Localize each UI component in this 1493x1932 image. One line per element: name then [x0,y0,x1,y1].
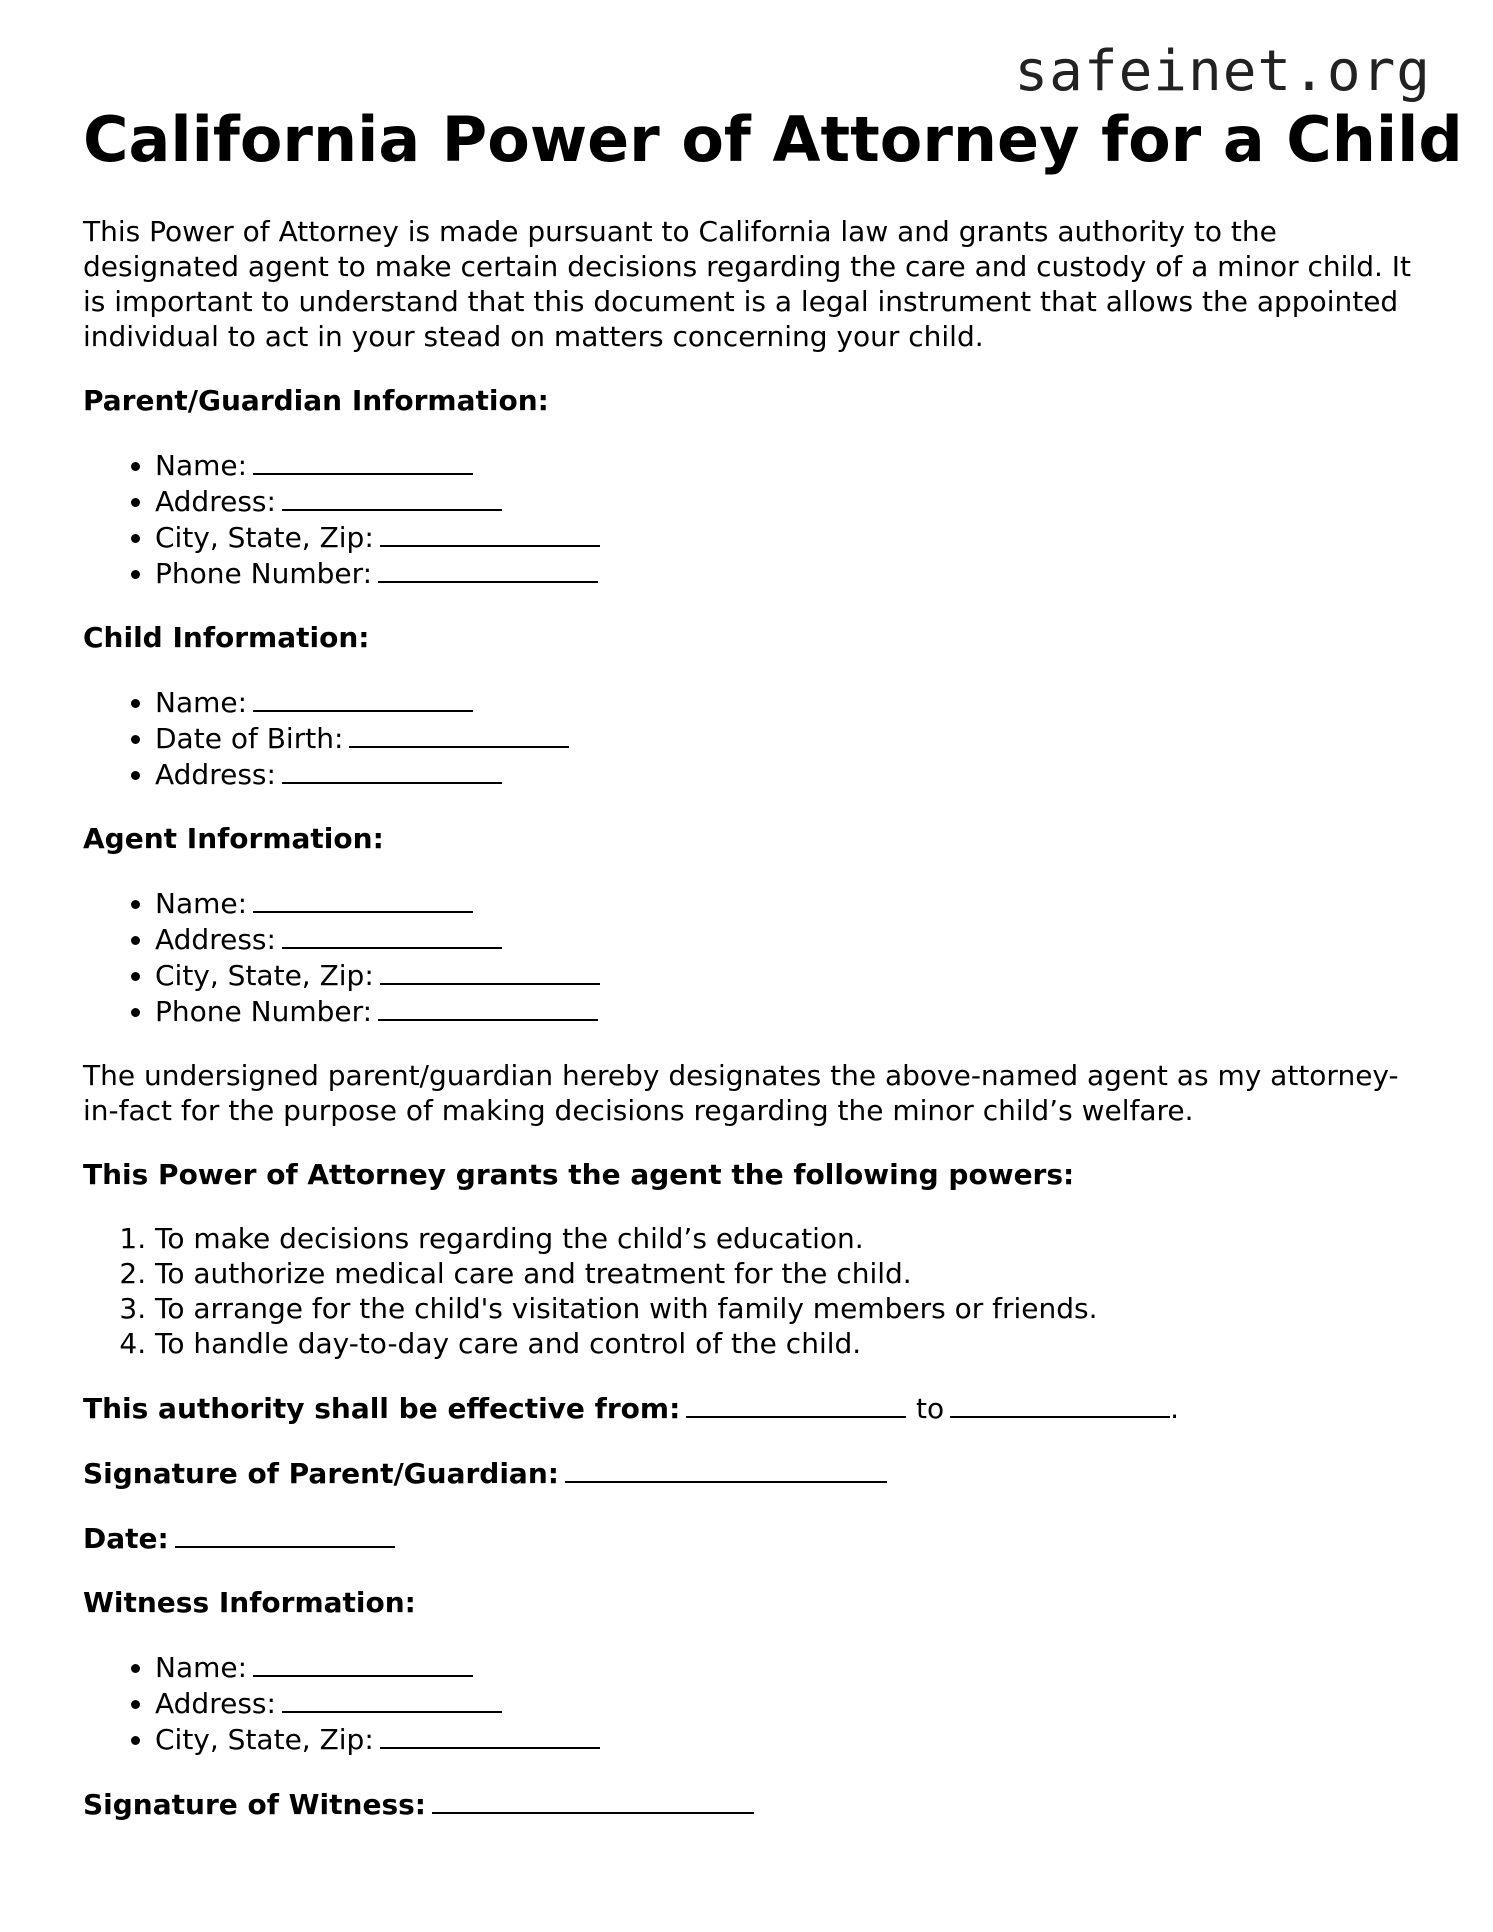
fill-blank[interactable] [253,1649,473,1677]
fill-blank[interactable] [378,555,598,583]
date-label: Date: [83,1522,169,1555]
fill-blank[interactable] [380,1721,600,1749]
effective-label: This authority shall be effective from: [83,1392,681,1425]
fill-blank[interactable] [253,447,473,475]
list-item: 3. To arrange for the child's visitation with family members or friends. [155,1291,1423,1326]
powers-heading: This Power of Attorney grants the agent the following powers: [83,1158,1075,1191]
list-item [155,993,1423,1029]
field-label: City, State, Zip: [155,1723,374,1756]
fill-blank[interactable] [282,921,502,949]
document-body [83,214,1423,1851]
fill-blank[interactable] [565,1455,887,1483]
field-label: Name: [155,686,248,719]
list-item: 4. To handle day-to-day care and control of the child. [155,1326,1423,1361]
child-fields-list [83,684,1423,792]
fill-blank[interactable] [686,1390,906,1418]
witness-heading: Witness Information: [83,1586,416,1619]
field-label: City, State, Zip: [155,959,374,992]
effective-end: . [1170,1392,1180,1425]
effective-dates-line [83,1390,1423,1426]
fill-blank[interactable] [282,756,502,784]
document-title: California Power of Attorney for a Child [83,103,1463,176]
fill-blank[interactable] [253,885,473,913]
field-label: Date of Birth: [155,722,344,755]
list-item [155,885,1423,921]
field-label: Address: [155,758,276,791]
fill-blank[interactable] [380,519,600,547]
effective-to: to [916,1392,945,1425]
list-item [155,483,1423,519]
parent-signature-label: Signature of Parent/Guardian: [83,1457,559,1490]
field-label: City, State, Zip: [155,521,374,554]
parent-signature-line [83,1455,1423,1491]
fill-blank[interactable] [380,957,600,985]
watermark: safeinet.org [1014,39,1431,104]
agent-fields-list [83,885,1423,1029]
powers-list [83,1221,1423,1361]
witness-fields-list [83,1649,1423,1757]
child-heading: Child Information: [83,621,370,654]
field-label: Phone Number: [155,557,373,590]
field-label: Phone Number: [155,995,373,1028]
fill-blank[interactable] [282,1685,502,1713]
list-item: 2. To authorize medical care and treatment for the child. [155,1256,1423,1291]
field-label: Address: [155,923,276,956]
field-label: Address: [155,485,276,518]
agent-heading: Agent Information: [83,822,384,855]
fill-blank[interactable] [282,483,502,511]
list-item [155,1685,1423,1721]
list-item [155,1721,1423,1757]
list-item [155,1649,1423,1685]
list-item [155,957,1423,993]
fill-blank[interactable] [175,1520,395,1548]
field-label: Name: [155,887,248,920]
fill-blank[interactable] [378,993,598,1021]
intro-paragraph: This Power of Attorney is made pursuant to California law and grants authority to the designated agent to make certain decisions regarding the care and custody of a minor child. It is important to understand that this document is a legal instrument that allows the appointed individual to act in your stead on matters concerning your child. [83,215,1412,353]
list-item [155,519,1423,555]
designation-paragraph: The undersigned parent/guardian hereby designates the above-named agent as my attorney-in-fact for the purpose of making decisions regarding the minor child’s welfare. [83,1059,1399,1127]
witness-signature-line [83,1786,1423,1822]
list-item [155,921,1423,957]
fill-blank[interactable] [349,720,569,748]
list-item [155,555,1423,591]
list-item [155,447,1423,483]
list-item [155,720,1423,756]
fill-blank[interactable] [432,1786,754,1814]
parent-heading: Parent/Guardian Information: [83,384,549,417]
parent-fields-list [83,447,1423,591]
list-item [155,684,1423,720]
witness-signature-label: Signature of Witness: [83,1788,426,1821]
field-label: Name: [155,449,248,482]
field-label: Name: [155,1651,248,1684]
list-item [155,756,1423,792]
fill-blank[interactable] [253,684,473,712]
date-line [83,1520,1423,1556]
field-label: Address: [155,1687,276,1720]
list-item: 1. To make decisions regarding the child’s education. [155,1221,1423,1256]
fill-blank[interactable] [950,1390,1170,1418]
